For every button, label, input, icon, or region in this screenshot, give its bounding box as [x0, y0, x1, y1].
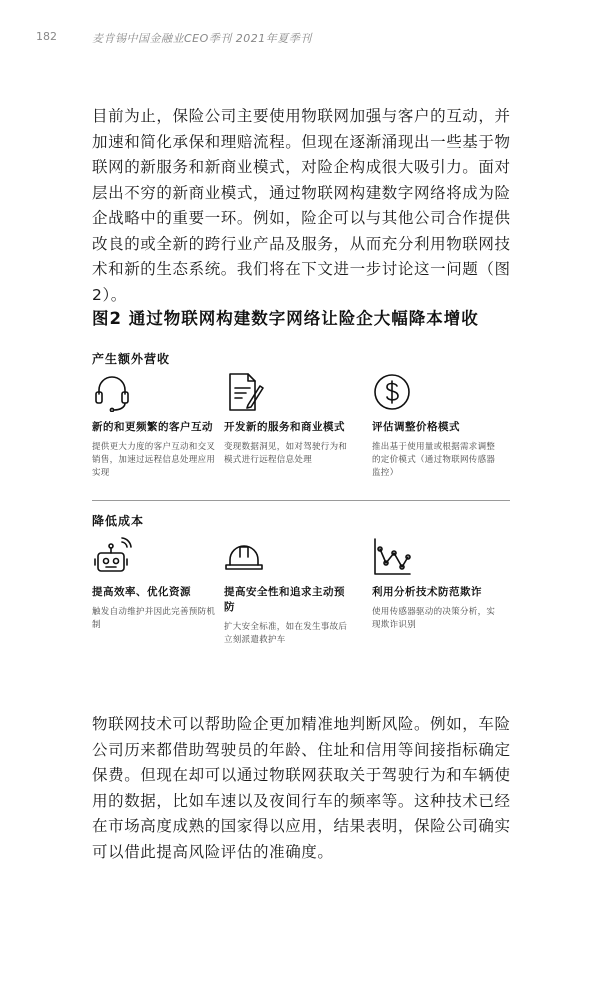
section-heading-revenue: 产生额外营收	[92, 352, 171, 366]
headset-icon	[92, 372, 132, 412]
item-new-services	[224, 372, 352, 467]
dollar-icon	[372, 372, 412, 412]
item-description: 扩大安全标准，如在发生事故后立刻派遣救护车	[224, 622, 348, 645]
page-header	[0, 30, 600, 46]
item-customer-interaction	[92, 372, 220, 480]
item-description: 推出基于使用量或根据需求调整的定价模式（通过物联网传感器监控）	[372, 442, 496, 478]
publication-title: 麦肯锡中国金融业CEO季刊 2021年夏季刊	[92, 32, 312, 45]
figure-title: 图2 通过物联网构建数字网络让险企大幅降本增收	[92, 309, 479, 328]
robot-icon	[92, 537, 132, 577]
item-title: 提高效率、优化资源	[92, 586, 191, 598]
item-description: 变现数据洞见，如对驾驶行为和模式进行远程信息处理	[224, 442, 348, 465]
item-description: 提供更大力度的客户互动和交叉销售，加速过远程信息处理应用实现	[92, 442, 216, 478]
item-pricing-models	[372, 372, 500, 480]
item-efficiency	[92, 537, 220, 632]
item-title: 评估调整价格模式	[372, 421, 460, 433]
section-heading-cost: 降低成本	[92, 514, 145, 528]
section-divider	[92, 500, 510, 501]
item-title: 开发新的服务和商业模式	[224, 421, 345, 433]
item-title: 新的和更频繁的客户互动	[92, 421, 213, 433]
hardhat-icon	[224, 537, 264, 577]
page-number: 182	[36, 30, 57, 43]
analytics-icon	[372, 537, 412, 577]
item-title: 利用分析技术防范欺诈	[372, 586, 482, 598]
document-pen-icon	[224, 372, 264, 412]
item-fraud-analytics	[372, 537, 500, 632]
item-safety	[224, 537, 352, 647]
item-description: 触发自动维护并因此完善预防机制	[92, 607, 216, 630]
item-title: 提高安全性和追求主动预防	[224, 586, 345, 613]
closing-paragraph: 物联网技术可以帮助险企更加精准地判断风险。例如，车险公司历来都借助驾驶员的年龄、住址和信用等间接指标确定保费。但现在却可以通过物联网获取关于驾驶行为和车辆使用的数据，比如车速以及夜间行车的频率等。这种技术已经在市场高度成熟的国家得以应用，结果表明，保险公司确实可以借此提高风险评估的准确度。	[92, 715, 511, 861]
intro-paragraph: 目前为止，保险公司主要使用物联网加强与客户的互动，并加速和简化承保和理赔流程。但现在逐渐涌现出一些基于物联网的新服务和新商业模式，对险企构成很大吸引力。面对层出不穷的新商业模式，通过物联网构建数字网络将成为险企战略中的重要一环。例如，险企可以与其他公司合作提供改良的或全新的跨行业产品及服务，从而充分利用物联网技术和新的生态系统。我们将在下文进一步讨论这一问题（图2）。	[92, 107, 511, 304]
item-description: 使用传感器驱动的决策分析，实现欺诈识别	[372, 607, 496, 630]
